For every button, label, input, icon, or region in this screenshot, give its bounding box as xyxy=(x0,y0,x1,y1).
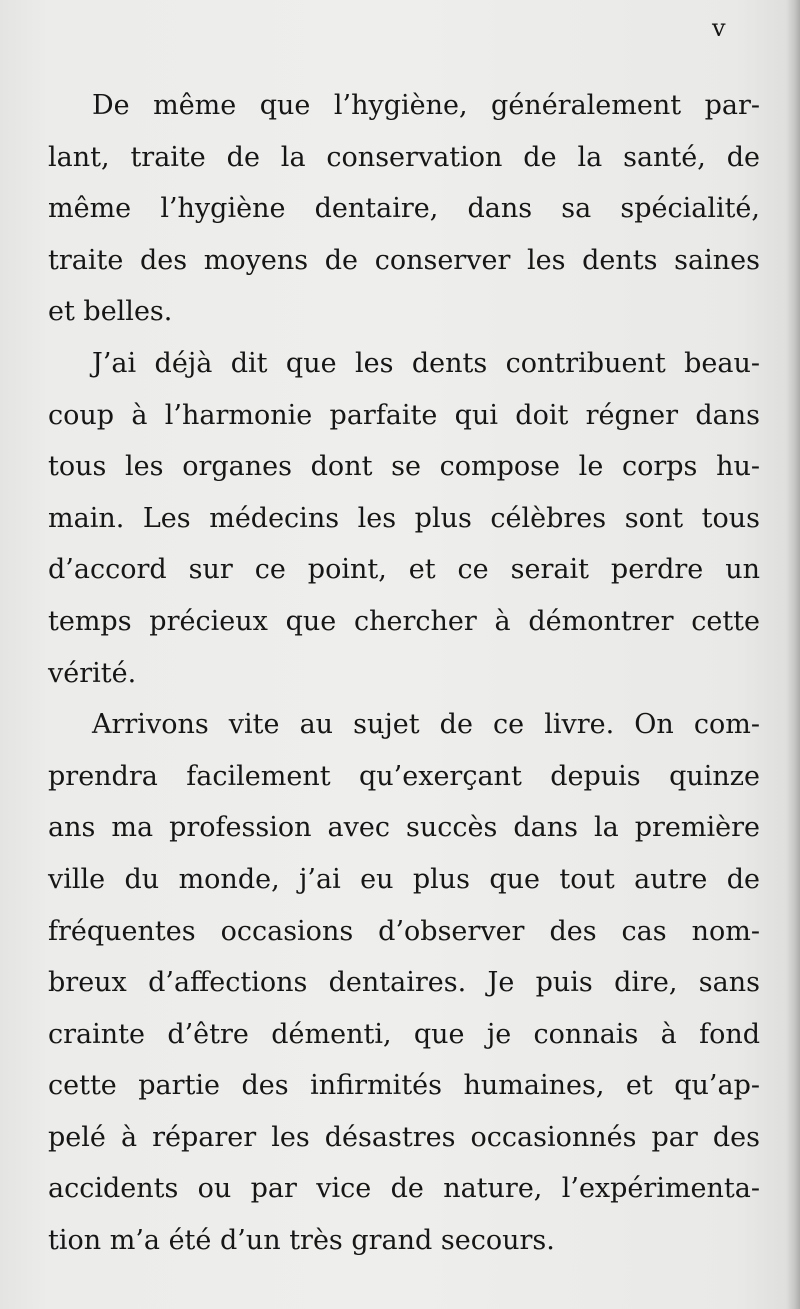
text-line: ans ma profession avec succès dans la première xyxy=(48,812,760,844)
text-line: main. Les médecins les plus célèbres sont tous xyxy=(48,502,760,534)
text-line: prendra facilement qu’exerçant depuis quinze xyxy=(48,760,760,792)
text-line: lant, traite de la conservation de la santé, de xyxy=(48,141,760,173)
text-line: Arrivons vite au sujet de ce livre. On com- xyxy=(92,709,760,741)
text-line: breux d’affections dentaires. Je puis dire, sans xyxy=(48,967,760,999)
text-line: temps précieux que chercher à démontrer cette xyxy=(48,605,760,637)
text-line: tion m’a été d’un très grand secours. xyxy=(48,1225,555,1257)
text-line: De même que l’hygiène, généralement par- xyxy=(92,90,760,121)
text-line: traite des moyens de conserver les dents saines xyxy=(48,244,760,276)
text-line: et belles. xyxy=(48,296,173,328)
text-line: accidents ou par vice de nature, l’expérimenta- xyxy=(48,1173,760,1205)
paragraph-2 xyxy=(48,338,760,699)
page-number: v xyxy=(712,14,726,42)
text-line: d’accord sur ce point, et ce serait perdre un xyxy=(48,554,760,586)
text-line: crainte d’être démenti, que je connais à fond xyxy=(48,1018,760,1050)
text-line: J’ai déjà dit que les dents contribuent beau- xyxy=(92,347,760,379)
text-line: coup à l’harmonie parfaite qui doit régner dans xyxy=(48,399,760,431)
text-line: vérité. xyxy=(48,657,137,689)
paragraph-1 xyxy=(48,80,760,338)
page-edge-shadow xyxy=(786,0,800,1309)
text-line: même l’hygiène dentaire, dans sa spécialité, xyxy=(48,193,760,225)
text-line: cette partie des infirmités humaines, et qu’ap- xyxy=(48,1070,760,1102)
text-line: pelé à réparer les désastres occasionnés par des xyxy=(48,1121,760,1153)
text-line: tous les organes dont se compose le corps hu- xyxy=(48,451,760,483)
text-line: ville du monde, j’ai eu plus que tout autre de xyxy=(48,863,760,895)
body-text xyxy=(48,80,760,1267)
paragraph-3 xyxy=(48,699,760,1267)
text-line: fréquentes occasions d’observer des cas nom- xyxy=(48,915,760,947)
